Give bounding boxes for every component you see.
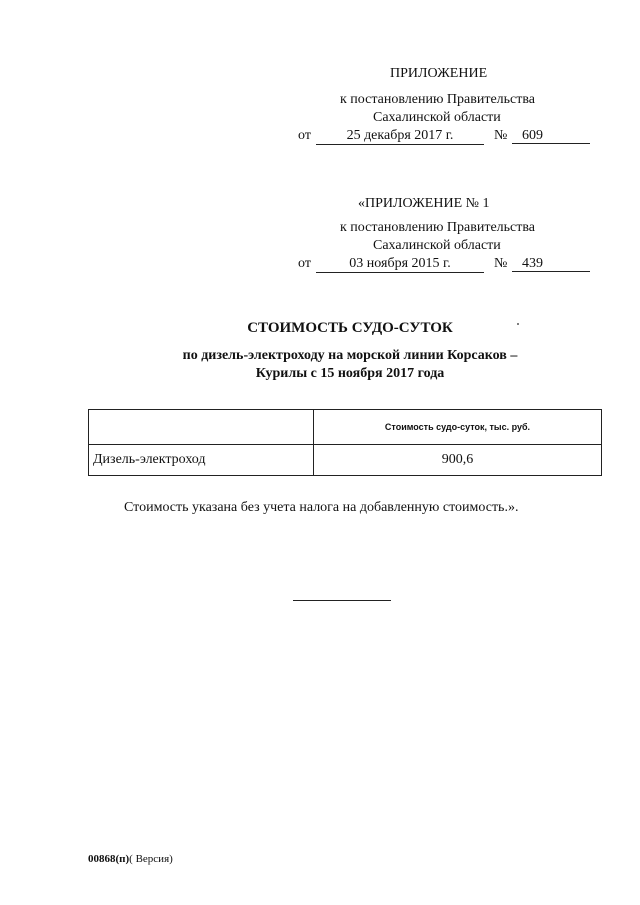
appendix-current-from-label: от [298, 128, 311, 143]
closing-divider [293, 600, 391, 601]
scan-speck [517, 323, 519, 325]
appendix-current-number: 609 [512, 128, 590, 144]
appendix-current-date: 25 декабря 2017 г. [316, 128, 484, 145]
table-header-name [89, 410, 314, 445]
document-subtitle-line2: Курилы с 15 ноября 2017 года [255, 366, 445, 381]
table-row [89, 445, 602, 476]
table-cell-vessel-name: Дизель-электроход [89, 445, 314, 476]
appendix-original-number: 439 [512, 256, 590, 272]
appendix-current-number-label: № [494, 128, 508, 143]
appendix-original-line1: к постановлению Правительства [340, 220, 536, 235]
vat-note: Стоимость указана без учета налога на добавленную стоимость.». [124, 500, 519, 515]
footer-registration-code [88, 853, 173, 865]
footer-code: 00868(п) [88, 853, 130, 865]
table-cell-cost-value: 900,6 [314, 445, 602, 476]
footer-version: ( Версия) [129, 853, 173, 865]
table-header-cost: Стоимость судо-суток, тыс. руб. [314, 410, 602, 445]
appendix-current-title: ПРИЛОЖЕНИЕ [390, 66, 488, 81]
appendix-current-line1: к постановлению Правительства [340, 92, 536, 107]
table-header-row [89, 410, 602, 445]
cost-table [88, 409, 602, 476]
appendix-original-title: «ПРИЛОЖЕНИЕ № 1 [358, 196, 490, 211]
appendix-original-from-label: от [298, 256, 311, 271]
appendix-current-line2: Сахалинской области [373, 110, 501, 125]
appendix-original-line2: Сахалинской области [373, 238, 501, 253]
document-title: СТОИМОСТЬ СУДО-СУТОК [247, 320, 453, 336]
appendix-original-date: 03 ноября 2015 г. [316, 256, 484, 273]
document-subtitle-line1: по дизель-электроходу на морской линии Корсаков – [182, 348, 518, 363]
appendix-original-number-label: № [494, 256, 508, 271]
